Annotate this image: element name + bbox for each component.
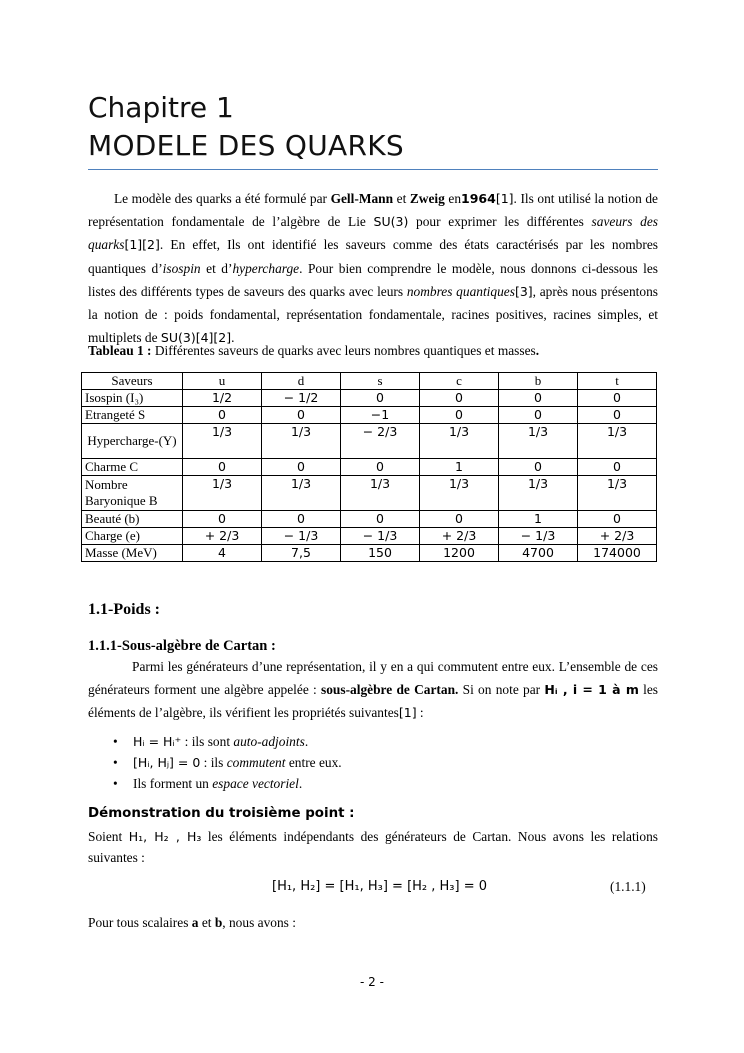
table-cell: 1/3 [499, 424, 578, 459]
table-cell: 0 [499, 390, 578, 407]
table-header-cell: s [341, 373, 420, 390]
table-row [82, 407, 657, 424]
demonstration-paragraph: Soient H₁, H₂ , H₃ les éléments indépendants des générateurs de Cartan. Nous avons les relations suivantes : [88, 829, 658, 865]
table-cell: 1/3 [420, 424, 499, 459]
table-cell: 1/3 [499, 476, 578, 511]
table-cell: + 2/3 [183, 528, 262, 545]
table-cell: − 2/3 [341, 424, 420, 459]
table-cell: 0 [578, 407, 657, 424]
table-row [82, 476, 657, 511]
section-heading: 1.1-Poids : [88, 601, 160, 618]
table-cell: 1/3 [262, 424, 341, 459]
table-header-cell: Saveurs [82, 373, 183, 390]
table-cell: 0 [262, 407, 341, 424]
table-cell: 0 [262, 459, 341, 476]
table-cell: 0 [420, 390, 499, 407]
bullet-item: • Hᵢ = Hᵢ⁺ : ils sont auto-adjoints. [133, 732, 308, 752]
table-cell: 1/3 [341, 476, 420, 511]
table-cell: 0 [499, 407, 578, 424]
row-label: Nombre Baryonique B [82, 476, 183, 511]
table-cell: − 1/3 [499, 528, 578, 545]
table-header-cell: u [183, 373, 262, 390]
table-cell: 174000 [578, 545, 657, 562]
table-header-cell: c [420, 373, 499, 390]
table-caption: Tableau 1 : Différentes saveurs de quarks avec leurs nombres quantiques et masses. [88, 343, 540, 358]
equation-number: (1.1.1) [610, 879, 646, 894]
table-cell: 0 [183, 407, 262, 424]
equation: [H₁, H₂] = [H₁, H₃] = [H₂ , H₃] = 0 [272, 879, 488, 894]
table-cell: 1200 [420, 545, 499, 562]
table-cell: 1/3 [420, 476, 499, 511]
row-label: Masse (MeV) [82, 545, 183, 562]
page-number: - 2 - [360, 975, 384, 989]
table-cell: 0 [420, 407, 499, 424]
table-cell: 150 [341, 545, 420, 562]
table-cell: 0 [183, 511, 262, 528]
chapter-subtitle: MODELE DES QUARKS [88, 129, 404, 162]
table-row [82, 545, 657, 562]
table-cell: 1/3 [262, 476, 341, 511]
table-header-cell: d [262, 373, 341, 390]
table-row [82, 528, 657, 545]
table-cell: 0 [578, 459, 657, 476]
table-cell: 4 [183, 545, 262, 562]
row-label: Beauté (b) [82, 511, 183, 528]
row-label: Etrangeté S [82, 407, 183, 424]
bullet-item: • Ils forment un espace vectoriel. [133, 774, 302, 794]
demonstration-heading: Démonstration du troisième point : [88, 806, 355, 821]
table-cell: − 1/3 [341, 528, 420, 545]
title-rule [88, 169, 658, 170]
table-cell: 1/3 [578, 424, 657, 459]
table-header-cell: t [578, 373, 657, 390]
table-cell: 0 [578, 511, 657, 528]
bullet-item: • [Hᵢ, Hⱼ] = 0 : ils commutent entre eux. [133, 753, 342, 773]
table-cell: 1 [420, 459, 499, 476]
table-cell: − 1/3 [262, 528, 341, 545]
table-cell: 1/3 [183, 424, 262, 459]
table-row [82, 459, 657, 476]
table-row [82, 424, 657, 459]
table-cell: 0 [341, 459, 420, 476]
table-cell: 7,5 [262, 545, 341, 562]
row-label: Charge (e) [82, 528, 183, 545]
scalars-paragraph: Pour tous scalaires a et b, nous avons : [88, 915, 296, 930]
table-cell: 0 [499, 459, 578, 476]
cartan-paragraph: Parmi les générateurs d’une représentation, il y en a qui commutent entre eux. L’ensemble de ces générateurs forment une algèbre appelée : sous-algèbre de Cartan. Si on note par Hᵢ , i = 1 à m les éléments de l’algèbre, ils vérifient les propriétés suivantes[1] : [88, 659, 658, 721]
table-cell: 0 [420, 511, 499, 528]
table-cell: 0 [341, 390, 420, 407]
table-cell: 1/3 [183, 476, 262, 511]
table-header-row [82, 373, 657, 390]
table-cell: 1/3 [578, 476, 657, 511]
quark-flavours-table [81, 372, 657, 562]
table-cell: 0 [183, 459, 262, 476]
table-cell: + 2/3 [578, 528, 657, 545]
table-cell: 4700 [499, 545, 578, 562]
table-cell: − 1/2 [262, 390, 341, 407]
table-cell: 0 [262, 511, 341, 528]
table-cell: 0 [578, 390, 657, 407]
table-cell: 1 [499, 511, 578, 528]
table-row [82, 511, 657, 528]
subsection-heading: 1.1.1-Sous-algèbre de Cartan : [88, 638, 276, 654]
intro-paragraph: Le modèle des quarks a été formulé par Gell-Mann et Zweig en1964[1]. Ils ont utilisé la notion de représentation fondamentale de l’algèbre de Lie SU(3) pour exprimer les différentes saveurs des quarks[1][2]. En effet, Ils ont identifié les saveurs comme des états caractérisés par les nombres quantiques d’isospin et d’hypercharge. Pour bien comprendre le modèle, nous donnons ci-dessous les listes des différents types de saveurs des quarks avec leurs nombres quantiques[3], après nous présentons la notion de : poids fondamental, représentation fondamentale, racines positives, racines simples, et multiplets de SU(3)[4][2]. [88, 191, 659, 346]
table-header-cell: b [499, 373, 578, 390]
table-row [82, 390, 657, 407]
row-label: Isospin (I₃) [82, 390, 183, 407]
table-cell: −1 [341, 407, 420, 424]
row-label: Charme C [82, 459, 183, 476]
chapter-title: Chapitre 1 [88, 91, 234, 124]
table-cell: + 2/3 [420, 528, 499, 545]
table-cell: 0 [341, 511, 420, 528]
table-cell: 1/2 [183, 390, 262, 407]
row-label: Hypercharge-(Y) [82, 424, 183, 459]
